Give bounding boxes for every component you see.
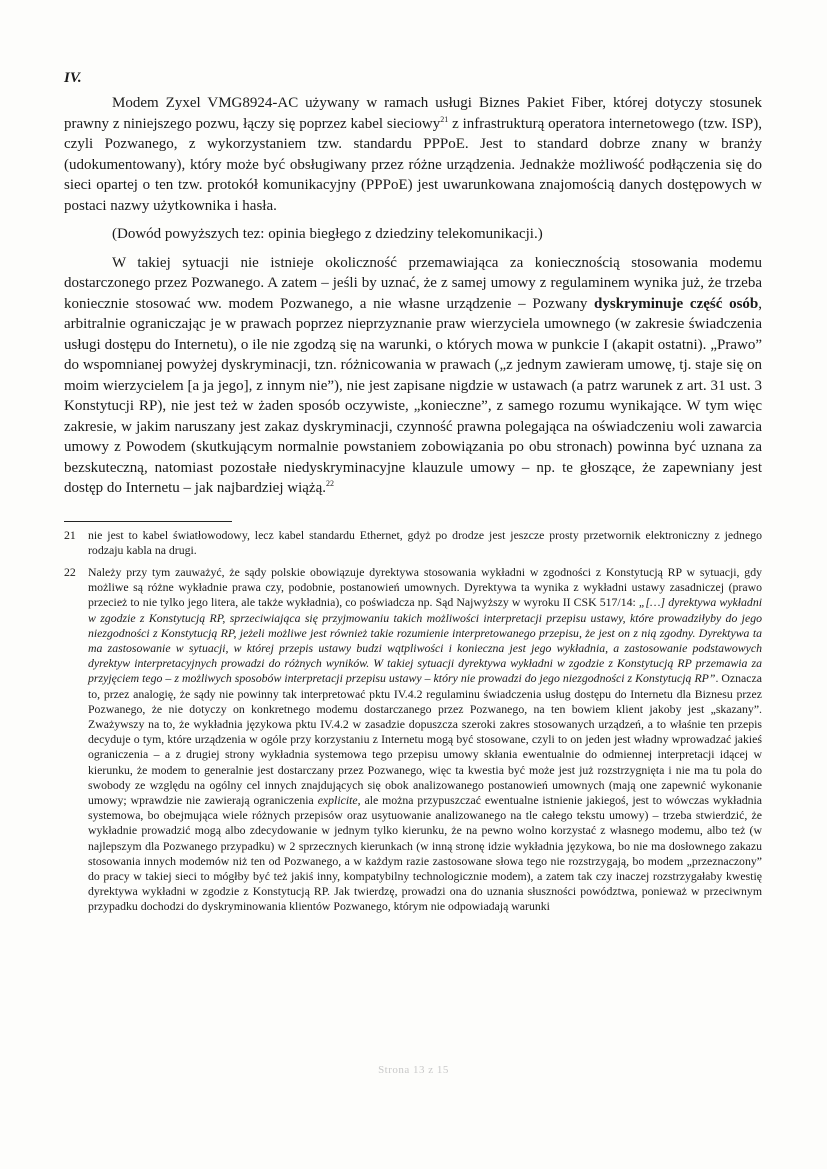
footnote-text bbox=[88, 565, 762, 915]
paragraph-1 bbox=[64, 93, 762, 216]
footnote-ref-22[interactable]: 22 bbox=[325, 479, 334, 488]
paragraph-3-text-a: W takiej sytuacji nie istnieje okoliczność przemawiająca za koniecznością stosowania modemu dostarczonego przez Pozwanego. A zatem – jeśli by uznać, że z samej umowy z regulaminem wynika już, że trzeba koniecznie stosować ww. modem Pozwanego, a nie własne urządzenie – Pozwany bbox=[64, 254, 762, 312]
paragraph-3-text-b: , arbitralnie ograniczając je w prawach poprzez nieprzyznanie praw wierzyciela umownego (w zakresie świadczenia usługi dostępu do Internetu), o ile nie zgodzą się na warunki, o których mowa w punkcie I (akapit ostatni). „Prawo” do wspomnianej powyżej dyskryminacji, tzn. różnicowania w prawach („z jednym zawieram umowę, tj. staje się on moim wierzycielem [a ja jego], z innym nie”), nie jest zapisane nigdzie w ustawach (a patrz warunek z art. 31 ust. 3 Konstytucji RP), nie jest też w żaden sposób oczywiste, „konieczne”, z samego rozumu wynikające. W tym więc zakresie, w jakim naruszany jest zakaz dyskryminacji, czynność prawna polegająca na oświadczeniu woli zawarcia umowy z Powodem (skutkującym normalnie powstaniem zobowiązania po obu stronach) powinna być uznana za bezskuteczną, natomiast pozostałe niedyskryminacyjne klauzule umowy – np. te głoszące, że zapewniany jest dostęp do Internetu – jak najbardziej wiążą. bbox=[64, 295, 763, 496]
paragraph-3-bold: dyskryminuje część osób bbox=[594, 295, 759, 312]
paragraph-3 bbox=[64, 253, 762, 499]
footnote-22-quote: „[…] dyrektywa wykładni w zgodzie z Konstytucją RP, sprzeciwiająca się przyjmowaniu takich możliwości interpretacji przepisu ustawy, które prowadziłyby do jego niezgodności z Konstytucją RP, jeżeli możliwe jest również takie rozumienie interpretowanego przepisu, że jest on z nią zgodny. Dyrektywa ta ma zastosowanie w sytuacji, w której przepis ustawy budzi wątpliwości i konieczna jest jego wykładnia, a zastosowanie podstawowych dyrektyw interpretacyjnych prowadzi do różnych wyników. W takiej sytuacji dyrektywa wykładni w zgodzie z Konstytucją RP przemawia za przyjęciem tego – z możliwych sposobów interpretacji przepisu ustawy – który nie prowadzi do jego niezgodności z Konstytucją RP” bbox=[88, 595, 763, 686]
footnote-22 bbox=[64, 565, 762, 915]
footnote-22-text-1: Należy przy tym zauważyć, że sądy polskie obowiązuje dyrektywa stosowania wykładni w zgodności z Konstytucją RP w sytuacji, gdy możliwe są różne wykładnie prawa czy, podobnie, postanowień umownych. Dyrektywa ta wynika z wykładni ustawy zasadniczej (prawo przecież to nie tylko jego litera, ale także wykładnia), co poświadcza np. Sąd Najwyższy w wyroku II CSK 517/14: bbox=[88, 564, 762, 610]
footnote-21 bbox=[64, 528, 762, 558]
footnote-22-text-2: . Oznacza to, przez analogię, że sądy nie powinny tak interpretować pktu IV.4.2 regulaminu świadczenia usług dostępu do Internetu dla Biznesu przez Pozwanego, że nie dotyczy on konkretnego modemu dostarczanego przez Pozwanego, na ten bowiem klient jakoby jest „skazany”. Zważywszy na to, że wykładnia językowa pktu IV.4.2 w zasadzie dopuszcza szeroki zakres stosowanych urządzeń, a to właśnie ten przepis decyduje o tym, które urządzenia w ogóle przy korzystaniu z Internetu mogą być stosowane, czyli to on jeden jest władny wprowadzać jakieś ograniczenia – a z drugiej strony wykładnia systemowa tego przepisu umowy skłania ewentualnie do odmiennej interpretacji idącej w kierunku, że modem to generalnie jest dostarczany przez Pozwanego, więc ta kwestia być może jest już rozstrzygnięta i nie ma tu pola do swobody ze względu na ogólny cel innych znajdujących się obok analizowanego postanowień umownych (mają one zapewnić wykonanie umowy; wprawdzie nie zawierają ograniczenia bbox=[88, 671, 762, 807]
page-number: Strona 13 z 15 bbox=[378, 1064, 449, 1076]
section-heading: IV. bbox=[64, 70, 82, 86]
body-text bbox=[64, 93, 762, 499]
footnote-22-text-3: , ale można przypuszczać ewentualne istnienie jakiegoś, jest to wówczas wykładnia systemowa, bo obejmująca wiele różnych przepisów oraz usytuowanie analizowanego na tle całego tekstu umowy) – trzeba stwierdzić, że wykładnie prowadzić mogą albo zdecydowanie w jednym tylko kierunku, że na pewno wolno korzystać z własnego modemu, albo też (w najlepszym dla Pozwanego przypadku) w 2 sprzecznych kierunkach (w inną stronę idzie wykładnia językowa, bo nie ma dosłownego zakazu stosowania innych modemów niż ten od Pozwanego, a w każdym razie zastosowane słowa tego nie rozstrzygają, bo modem „przeznaczony” do pracy w takiej sieci to mógłby być też jakiś inny, kompatybilny technologicznie modem), a zatem tak czy inaczej rozstrzygałaby kwestię dyrektywa wykładni w zgodzie z Konstytucją RP. Jak twierdzę, prowadzi ona do uznania słuszności powództwa, ponieważ w przeciwnym przypadku dochodzi do dyskryminowania klientów Pozwanego, którym nie odpowiadają warunki bbox=[88, 792, 762, 914]
paragraph-1-text-a: Modem Zyxel VMG8924-AC używany w ramach usługi Biznes Pakiet Fiber, której dotyczy stosunek prawny z niniejszego pozwu, łączy się poprzez kabel sieciowy bbox=[64, 95, 762, 132]
paragraph-2: (Dowód powyższych tez: opinia biegłego z dziedziny telekomunikacji.) bbox=[112, 226, 543, 242]
footnote-ref-21[interactable]: 21 bbox=[440, 114, 449, 124]
footnote-number: 22 bbox=[64, 564, 76, 579]
footnote-text: nie jest to kabel światłowodowy, lecz kabel standardu Ethernet, gdyż po drodze jest jeszcze prosty przetwornik elektroniczny z jednego rodzaju kabla na drugi. bbox=[88, 527, 762, 557]
footnote-22-italic-term: explicite bbox=[317, 792, 358, 807]
document-page bbox=[64, 70, 762, 922]
paragraph-1-text-b: z infrastrukturą operatora internetowego (tzw. ISP), czyli Pozwanego, z wykorzystaniem tzw. standardu PPPoE. Jest to standard dobrze znany w branży (udokumentowany), który może być obsługiwany przez różne urządzenia. Jednakże możliwość podłączenia się do sieci opartej o ten tzw. protokół komunikacyjny (PPPoE) jest uwarunkowana znajomością danych dostępowych w postaci nazwy użytkownika i hasła. bbox=[64, 115, 762, 214]
footnote-number: 21 bbox=[64, 527, 76, 542]
footnote-divider bbox=[64, 521, 232, 522]
